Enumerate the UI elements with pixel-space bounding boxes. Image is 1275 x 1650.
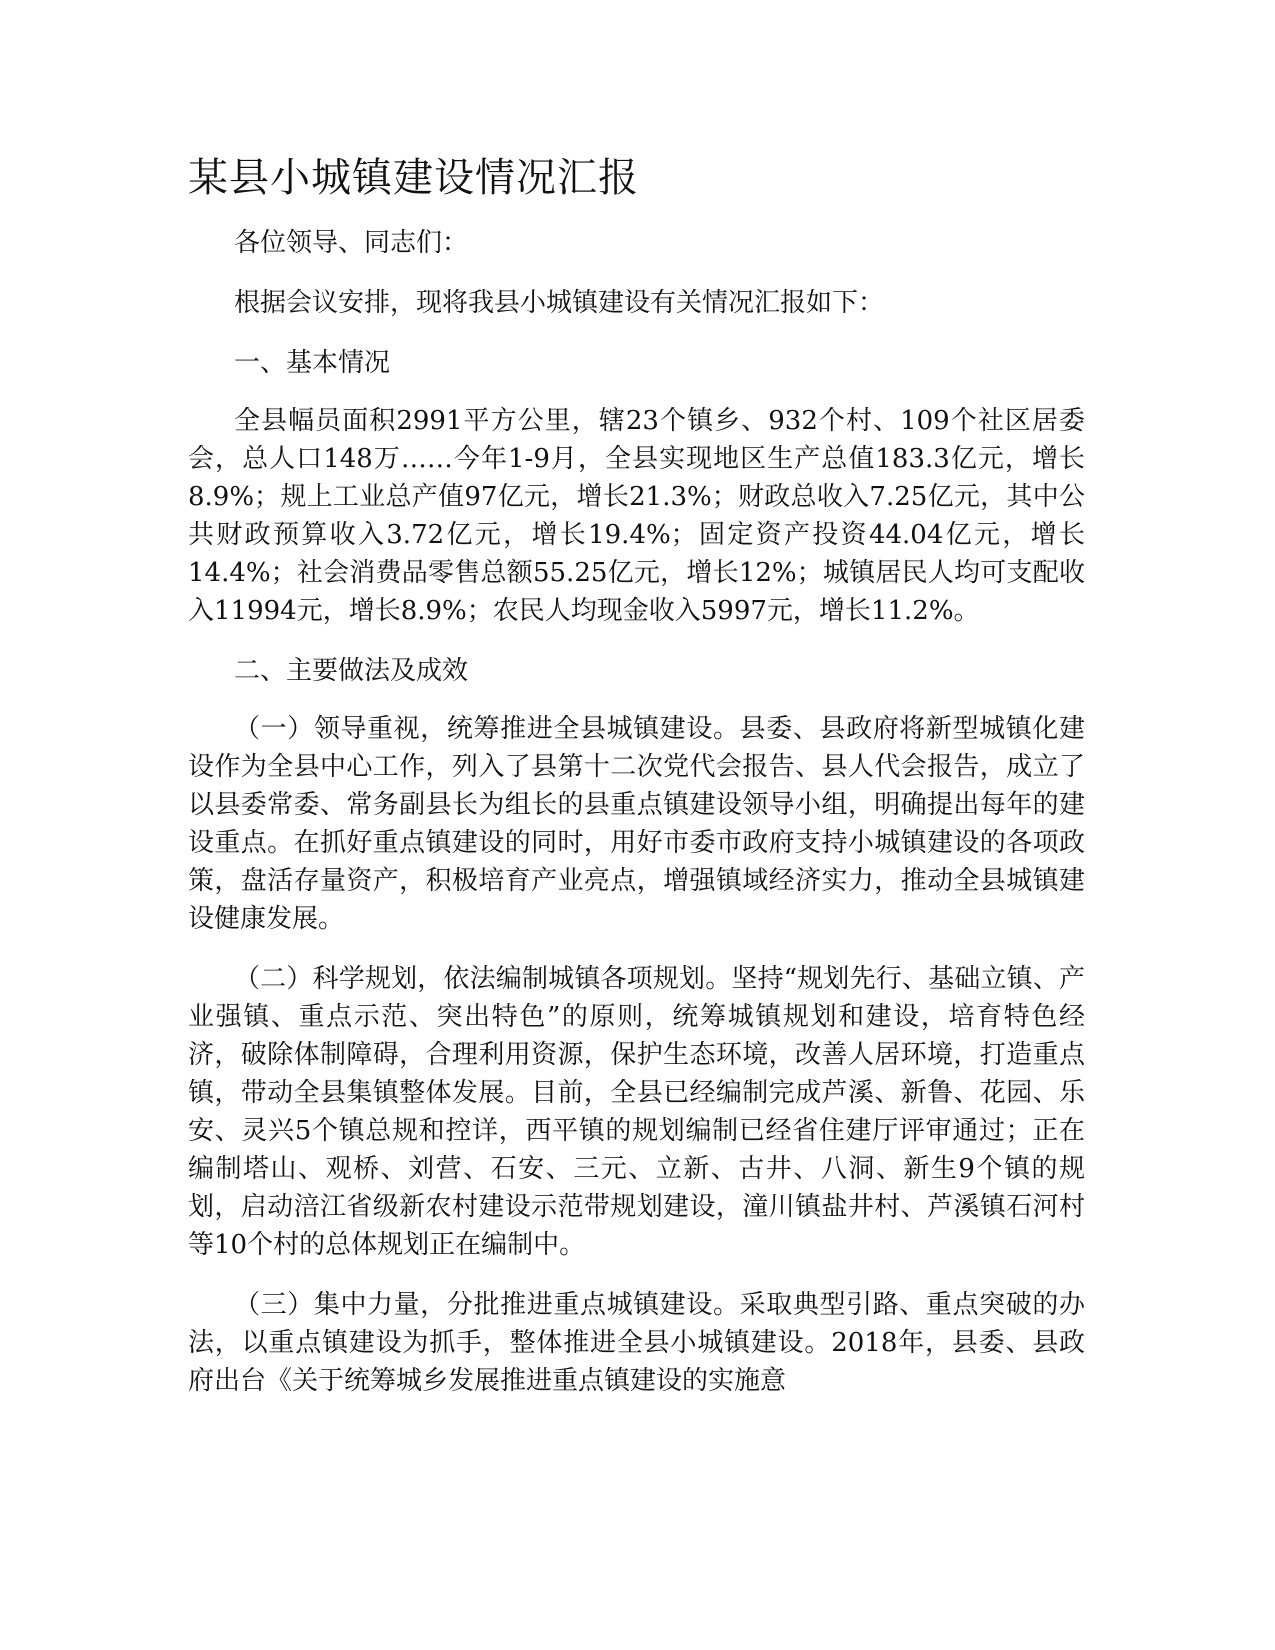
section-heading-practices: 二、主要做法及成效 [234,656,469,686]
section-heading-basic: 一、基本情况 [234,348,391,378]
document-title: 某县小城镇建设情况汇报 [188,155,639,201]
salutation: 各位领导、同志们： [234,228,469,258]
intro-paragraph: 根据会议安排，现将我县小城镇建设有关情况汇报如下： [234,288,885,318]
practice-paragraph-1: （一）领导重视，统筹推进全县城镇建设。县委、县政府将新型城镇化建设作为全县中心工作，列入了县第十二次党代会报告、县人代会报告，成立了以县委常委、常务副县长为组长的县重点镇建设领导小组，明确提出每年的建设重点。在抓好重点镇建设的同时，用好市委市政府支持小城镇建设的各项政策，盘活存量资产，积极培育产业亮点，增强镇域经济实力，推动全县城镇建设健康发展。 [188,714,1085,934]
practice-paragraph-2: （二）科学规划，依法编制城镇各项规划。坚持“规划先行、基础立镇、产业强镇、重点示范、突出特色”的原则，统筹城镇规划和建设，培育特色经济，破除体制障碍，合理利用资源，保护生态环境，改善人居环境，打造重点镇，带动全县集镇整体发展。目前，全县已经编制完成芦溪、新鲁、花园、乐安、灵兴5个镇总规和控详，西平镇的规划编制已经省住建厅评审通过；正在编制塔山、观桥、刘营、石安、三元、立新、古井、八洞、新生9个镇的规划，启动涪江省级新农村建设示范带规划建设，潼川镇盐井村、芦溪镇石河村等10个村的总体规划正在编制中。 [188,964,1085,1260]
practice-paragraph-3: （三）集中力量，分批推进重点城镇建设。采取典型引路、重点突破的办法，以重点镇建设为抓手，整体推进全县小城镇建设。2018年，县委、县政府出台《关于统筹城乡发展推进重点镇建设的实施意 [188,1290,1085,1396]
basic-info-paragraph: 全县幅员面积2991平方公里，辖23个镇乡、932个村、109个社区居委会，总人口148万……今年1-9月，全县实现地区生产总值183.3亿元，增长8.9%；规上工业总产值97亿元，增长21.3%；财政总收入7.25亿元，其中公共财政预算收入3.72亿元，增长19.4%；固定资产投资44.04亿元，增长14.4%；社会消费品零售总额55.25亿元，增长12%；城镇居民人均可支配收入11994元，增长8.9%；农民人均现金收入5997元，增长11.2%。 [188,406,1085,626]
